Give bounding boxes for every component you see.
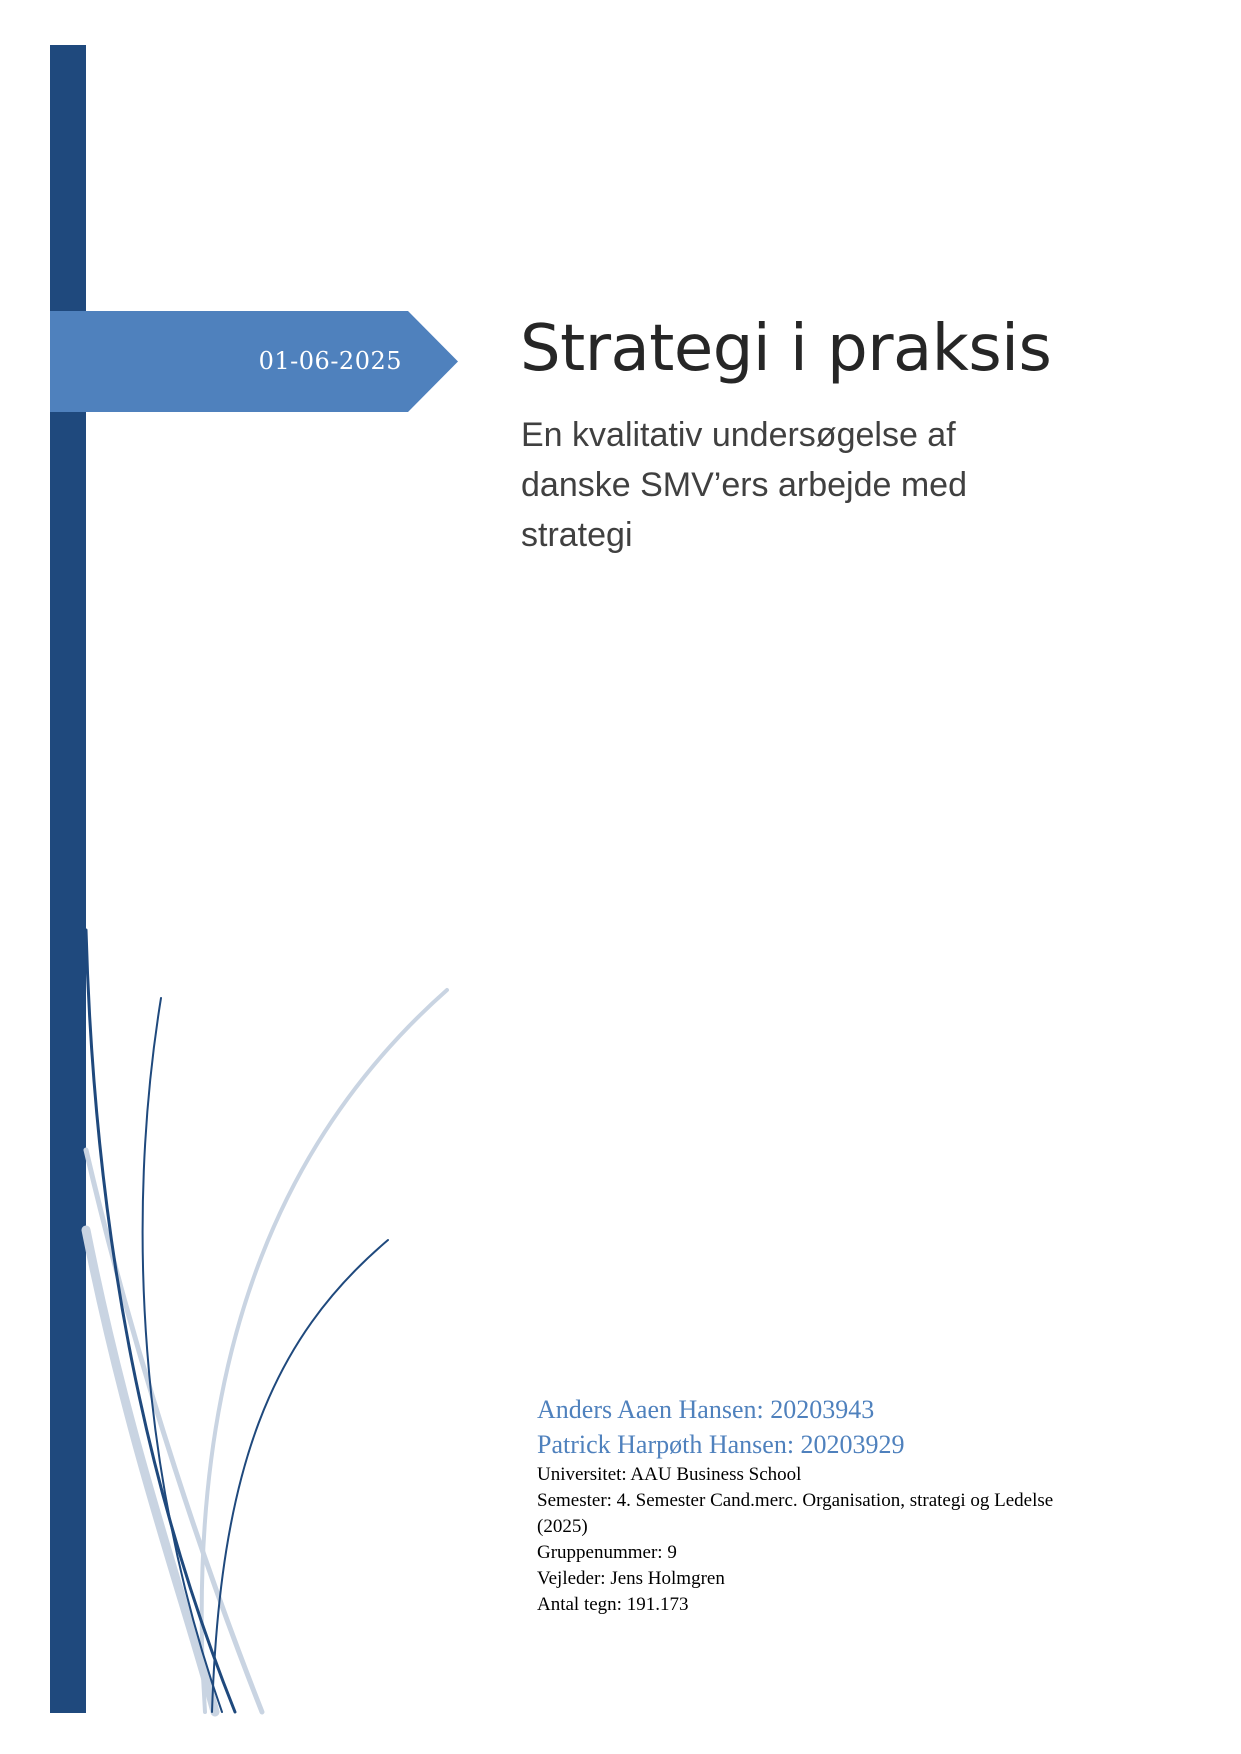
- date-banner: [50, 311, 458, 412]
- swoosh-light-2: [86, 1150, 262, 1712]
- report-date: 01-06-2025: [258, 347, 402, 375]
- swoosh-light-1: [86, 1230, 215, 1712]
- author-name: Patrick Harpøth Hansen: 20203929: [537, 1430, 905, 1459]
- author-name: Anders Aaen Hansen: 20203943: [537, 1395, 875, 1424]
- character-count-line: Antal tegn: 191.173: [537, 1594, 689, 1615]
- supervisor-line: Vejleder: Jens Holmgren: [537, 1568, 725, 1589]
- report-title: Strategi i praksis: [520, 312, 1052, 386]
- semester-line: Semester: 4. Semester Cand.merc. Organisation, strategi og Ledelse (2025): [537, 1490, 1054, 1537]
- university-line: Universitet: AAU Business School: [537, 1464, 802, 1485]
- author-info-block: [537, 1392, 1057, 1618]
- swoosh-light-3: [202, 990, 447, 1712]
- report-subtitle: En kvalitativ undersøgelse af danske SMV’ers arbejde med strategi: [521, 416, 968, 554]
- group-number-line: Gruppenummer: 9: [537, 1542, 677, 1563]
- swoosh-dark-3: [212, 1240, 388, 1712]
